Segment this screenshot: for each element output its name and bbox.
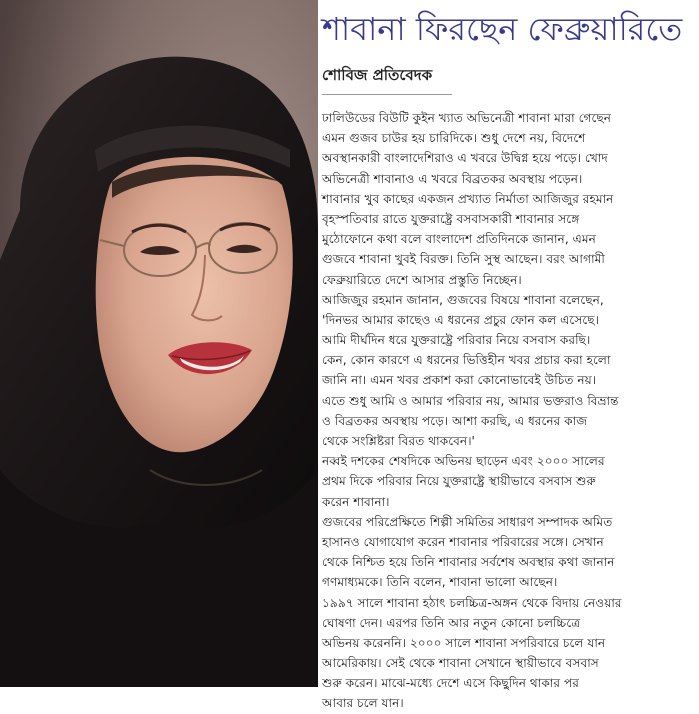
byline-divider <box>322 94 452 95</box>
body-line: অভিনেত্রী শাবানাও এ খবরে বিব্রতকর অবস্থায় পড়েন। <box>322 171 583 186</box>
body-line: ও বিব্রতকর অবস্থায় পড়ে। আশা করছি, এ ধরনের কাজ <box>322 413 588 428</box>
body-line: এমন গুজব চাউর হয় চারিদিকে। শুধু দেশে নয়, বিদেশে <box>322 131 586 146</box>
article-body <box>322 108 697 711</box>
body-line: প্রথম দিকে পরিবার নিয়ে যুক্তরাষ্ট্রে স্থায়ীভাবে বসবাস শুরু <box>322 474 596 489</box>
portrait-photo <box>0 0 318 687</box>
body-line: থেকে সংশ্লিষ্টরা বিরত থাকবেন।' <box>322 434 475 448</box>
portrait-illustration <box>0 0 318 687</box>
body-line: 'দিনভর আমার কাছেও এ ধরনের প্রচুর ফোন কল এসেছে। <box>322 312 600 327</box>
body-line: করেন শাবানা। <box>322 494 390 509</box>
body-line: কেন, কোন কারণে এ ধরনের ভিত্তিহীন খবর প্রচার করা হলো <box>322 353 611 368</box>
body-line: আমি দীর্ঘদিন ধরে যুক্তরাষ্ট্রে পরিবার নিয়ে বসবাস করছি। <box>322 333 591 348</box>
body-line: ফেব্রুয়ারিতে দেশে আসার প্রস্তুতি নিচ্ছেন। <box>322 272 522 287</box>
body-line: থেকে নিশ্চিত হয়ে তিনি শাবানার সর্বশেষ অবস্থার কথা জানান <box>322 555 615 570</box>
body-line: শাবানার খুব কাছের একজন প্রখ্যাত নির্মাতা আজিজুর রহমান <box>322 191 614 206</box>
body-line: মুঠোফোনে কথা বলে বাংলাদেশ প্রতিদিনকে জানান, এমন <box>322 232 596 247</box>
body-line: গুজবে শাবানা খুবই বিরক্ত। তিনি সুস্থ আছেন। বরং আগামী <box>322 252 605 267</box>
headline: শাবানা ফিরছেন ফেব্রুয়ারিতে <box>322 10 683 48</box>
body-line: গণমাধ্যমকে। তিনি বলেন, শাবানা ভালো আছেন। <box>322 575 558 590</box>
body-line: ১৯৯৭ সালে শাবানা হঠাৎ চলচ্চিত্র-অঙ্গন থেকে বিদায় নেওয়ার <box>322 595 622 610</box>
body-line: নব্বই দশকের শেষদিকে অভিনয় ছাড়েন এবং ২০০০ সালের <box>322 454 605 469</box>
body-line: অভিনয় করেননি। ২০০০ সালে শাবানা সপরিবারে চলে যান <box>322 635 606 650</box>
body-line: আমেরিকায়। সেই থেকে শাবানা সেখানে স্থায়ীভাবে বসবাস <box>322 656 599 671</box>
body-line: শুরু করেন। মাঝে-মধ্যে দেশে এসে কিছুদিন থাকার পর <box>322 676 579 691</box>
body-line: ঘোষণা দেন। এরপর তিনি আর নতুন কোনো চলচ্চিত্রে <box>322 615 581 630</box>
body-line: অবস্থানকারী বাংলাদেশিরাও এ খবরে উদ্বিগ্ন হয়ে পড়ে। খোদ <box>322 151 608 166</box>
body-line: গুজবের পরিপ্রেক্ষিতে শিল্পী সমিতির সাধারণ সম্পাদক অমিত <box>322 514 613 529</box>
body-line: এতে শুধু আমি ও আমার পরিবার নয়, আমার ভক্তরাও বিভ্রান্ত <box>322 393 619 408</box>
body-line: বৃহস্পতিবার রাতে যুক্তরাষ্ট্রে বসবাসকারী শাবানার সঙ্গে <box>322 211 580 226</box>
byline: শোবিজ প্রতিবেদক <box>322 66 433 84</box>
body-line: জানি না। এমন খবর প্রকাশ করা কোনোভাবেই উচিত নয়। <box>322 373 597 388</box>
body-line: ঢালিউডের বিউটি কুইন খ্যাত অভিনেত্রী শাবানা মারা গেছেন <box>322 111 612 125</box>
body-line: আবার চলে যান। <box>322 696 404 711</box>
body-line: হাসানও যোগাযোগ করেন শাবানার পরিবারের সঙ্গে। সেখান <box>322 534 604 549</box>
body-line: আজিজুর রহমান জানান, গুজবের বিষয়ে শাবানা বলেছেন, <box>322 292 604 307</box>
